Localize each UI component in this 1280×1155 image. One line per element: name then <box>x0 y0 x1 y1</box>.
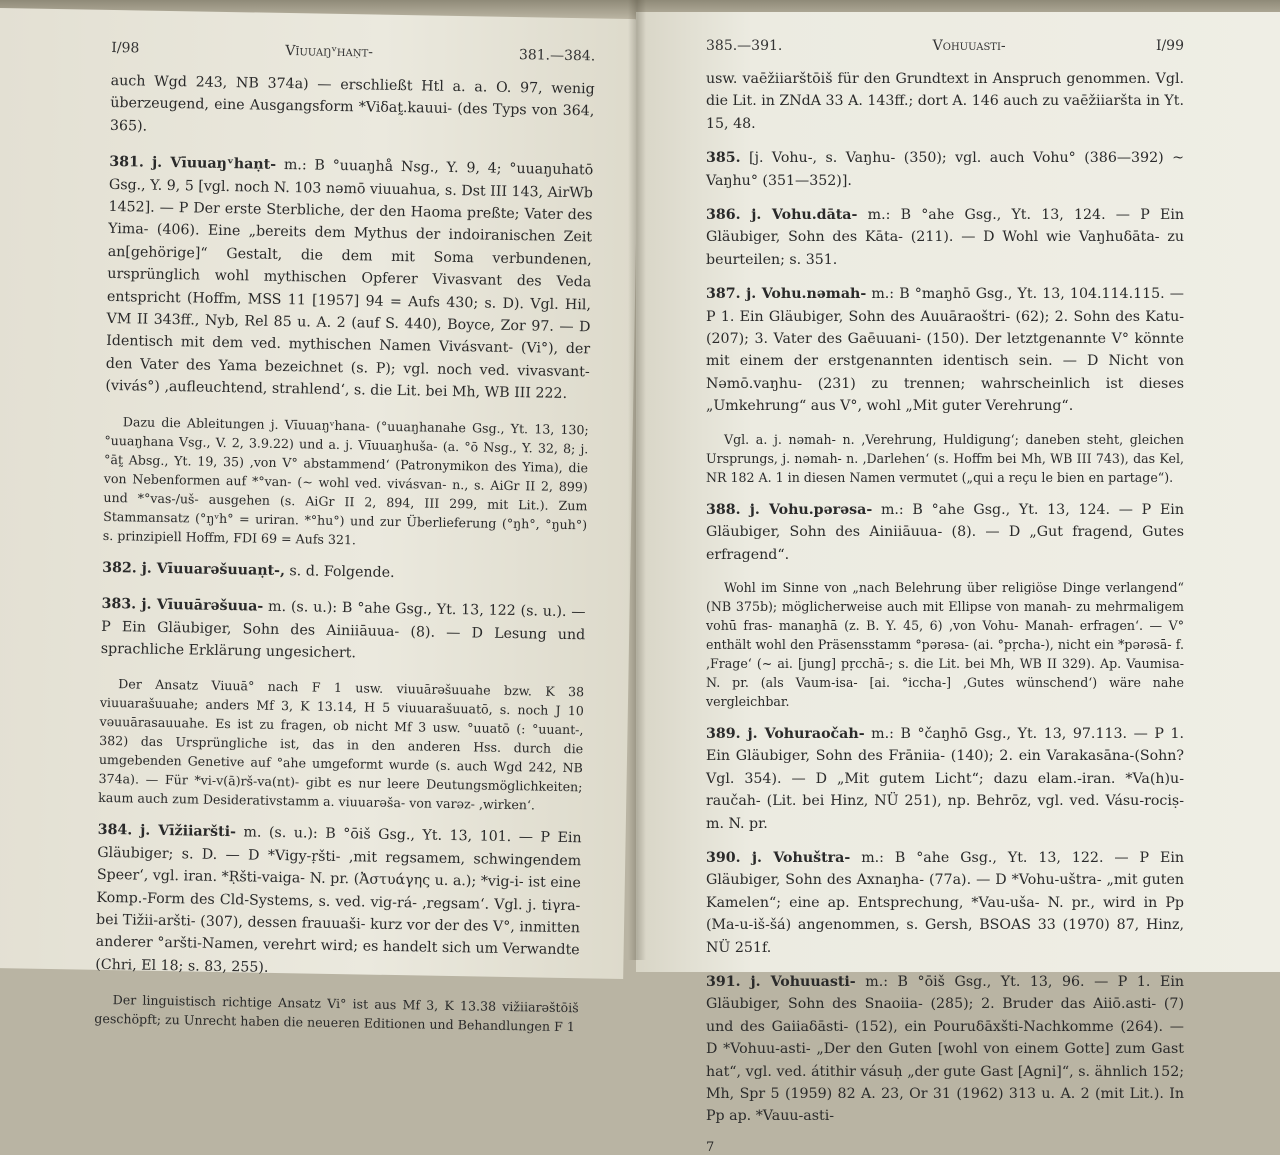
entry-383 <box>101 593 586 669</box>
left-range: 381.—384. <box>518 47 596 65</box>
entry-text: m. (s. u.): B °ōiš Gsg., Yt. 13, 101. — P Ein Gläubiger; s. D. — D *Vigy-ṛšti- ‚mit regsamem, schwingendem Speer‘, vgl. iran. *Ṛšti-vaiga- N. pr. (Ἀστυάγης u. a.); *vig-i- ist eine Komp.-Form des Cld-Systems, s. ved. vig-rá- ‚regsam‘. Vgl. j. tiγra- bei Tižii-aršti- (307), dessen frauuaši- kurz vor der des V°, inmitten anderer °aršti-Namen, verehrt wird; es handelt sich um Verwandte (Chri, El 18; s. 83, 255). <box>95 824 582 976</box>
folio-number: 7 <box>706 1139 715 1155</box>
entry-head: 384. j. Vīžiiaršti- <box>97 822 237 841</box>
entry-text: m.: B °čaŋhō Gsg., Yt. 13, 97.113. — P 1. Ein Gläubiger, Sohn des Frāniia- (140); 2. ein Varakasāna-(Sohn? Vgl. 354). — D „Mit gutem Licht“; dazu elam.-iran. *Va(h)u-raučah- (Lit. bei Hinz, NÜ 251), np. Behrōz, vgl. ved. Vásu-rociṣ- m. N. pr. <box>706 725 1184 832</box>
right-running-title: Vohuuasti- <box>932 38 1006 54</box>
left-running-title: Vīuuaŋᵛhaṇt- <box>285 42 374 61</box>
entry-text: m.: B °ahe Gsg., Yt. 13, 124. — P Ein Gläubiger, Sohn des Ainiiāuua- (8). — D „Gut fragend, Gutes erfragend“. <box>706 501 1184 563</box>
entry-390 <box>706 847 1184 959</box>
entry-head: 387. j. Vohu.nəmah- <box>706 286 867 303</box>
entry-384 <box>95 819 582 984</box>
entry-note: Der Ansatz Viuuā° nach F 1 usw. viuuārəšuuahe bzw. K 38 viuuarašuuahe; anders Mf 3, K 13.14, H 5 viuuarašuuatō, s. noch J 10 vəuuārasauuahe. Es ist zu fragen, ob nicht Mf 3 usw. °uuatō (: °uuant-, 382) das Ursprüngliche ist, das in den anderen Hss. durch die umgebenden Genetive auf °ahe umgeformt wurde (s. auch Wgd 242, NB 374a). — Für *vi-v(ā)rš-va(nt)- gibt es nur leere Deutungsmöglichkeiten; kaum auch zum Desiderativstamm a. viuuarəša- von varəz- ‚wirken‘. <box>98 676 585 813</box>
right-page-id: I/99 <box>1155 38 1184 54</box>
entry-head: 385. <box>706 150 741 167</box>
entry-385 <box>706 147 1184 192</box>
left-continuation: auch Wgd 243, NB 374a) — erschließt Htl a. a. O. 97, wenig überzeugend, eine Ausgangsform *Viδat̰.kauui- (des Typs von 364, 365). <box>109 72 595 135</box>
entry-text: s. d. Folgende. <box>289 562 395 581</box>
entry-head: 390. j. Vohuštra- <box>706 849 851 866</box>
entry-381 <box>105 151 593 406</box>
entry-382 <box>102 557 586 588</box>
left-page <box>0 8 640 1035</box>
entry-note: Der linguistisch richtige Ansatz Vi° ist aus Mf 3, K 13.38 vižiiarəštōiš geschöpft; zu Unrecht haben die neueren Editionen und Behandlungen F 1 <box>94 992 579 1035</box>
entry-text: m.: B °uuaŋhå Nsg., Y. 9, 4; °uuaŋuhatō Gsg., Y. 9, 5 [vgl. noch N. 103 nəmō viuuahua, s. Dst III 143, AirWb 1452]. — P Der erste Sterbliche, der den Haoma preßte; Vater des Yima- (406). Eine „bereits dem Mythus der indoiranischen Zeit an[gehörige]“ Gestalt, die dem mit Soma verbundenen, ursprünglich wohl mythischen Opferer Vivasvant des Veda entspricht (Hoffm, MSS 11 [1957] 94 = Aufs 430; s. D). Vgl. Hil, VM II 343ff., Nyb, Rel 85 u. A. 2 (auf S. 440), Boyce, Zor 97. — D Identisch mit dem ved. mythischen Namen Vivásvant- (Vi°), der den Vater des Yama bezeichnet (s. P); vgl. noch ved. vivasvant- (vivás°) ‚aufleuchtend, strahlend‘, s. die Lit. bei Mh, WB III 222. <box>105 157 594 403</box>
right-range: 385.—391. <box>706 38 783 54</box>
entry-head: 383. j. Vīuuārəšuua- <box>101 595 264 615</box>
entry-head: 388. j. Vohu.pərəsa- <box>706 501 873 518</box>
entry-text: [j. Vohu-, s. Vaŋhu- (350); vgl. auch Vohu° (386—392) ~ Vaŋhu° (351—352)]. <box>706 150 1184 189</box>
entry-text: m.: B °ahe Gsg., Yt. 13, 124. — P Ein Gläubiger, Sohn des Kāta- (211). — D Wohl wie Vaŋhuδāta- zu beurteilen; s. 351. <box>706 207 1184 268</box>
entry-text: m. (s. u.): B °ahe Gsg., Yt. 13, 122 (s. u.). — P Ein Gläubiger, Sohn des Ainiiāuua- (8). — D Lesung und sprachliche Erklärung ungesichert. <box>100 598 586 662</box>
right-running-head <box>706 38 1184 54</box>
right-page <box>636 12 1280 1155</box>
left-running-head <box>111 40 595 64</box>
book-gutter <box>628 0 646 960</box>
entry-head: 382. j. Vīuuarəšuuaṇt-, <box>102 559 286 579</box>
left-page-id: I/98 <box>111 39 140 57</box>
entry-391 <box>706 971 1184 1128</box>
entry-text: m.: B °ōiš Gsg., Yt. 13, 96. — P 1. Ein Gläubiger, Sohn des Snaoiia- (285); 2. Bruder das Aiiō.asti- (7) und des Gaiiaδāsti- (152), ein Pouruδāxšti-Nachkomme (264). — D *Vohuu-asti- „Der den Guten [wohl von einem Gotte] zum Gast hat“, vgl. ved. átithir vásuḥ „der gute Gast [Agni]“, s. ähnlich 152; Mh, Spr 5 (1959) 82 A. 23, Or 31 (1962) 313 u. A. 2 (mit Lit.). In Pp ap. *Vauu-asti- <box>706 973 1184 1125</box>
entry-text: m.: B °maŋhō Gsg., Yt. 13, 104.114.115. — P 1. Ein Gläubiger, Sohn des Auuāraoštri- (62); 2. Sohn des Katu- (207); 3. Vater des Gaēuuani- (150). Der letztgenannte V° könnte mit einem der erstgenannten identisch sein. — D Nicht von Nəmō.vaŋhu- (231) zu trennen; wahrscheinlich ist dieses „Umkehrung“ aus V°, wohl „Mit guter Verehrung“. <box>706 286 1184 415</box>
entry-text: m.: B °ahe Gsg., Yt. 13, 122. — P Ein Gläubiger, Sohn des Axnaŋha- (77a). — D *Vohu-uštra- „mit guten Kamelen“; eine ap. Entsprechung, *Vau-uša- N. pr., wird in Pp (Ma-u-iš-šá) angenommen, s. Gersh, BSOAS 33 (1970) 87, Hinz, NÜ 251f. <box>706 849 1185 956</box>
entry-note: Wohl im Sinne von „nach Belehrung über religiöse Dinge verlangend“ (NB 375b); möglicherweise auch mit Ellipse von manah- zu mehrmaligem vohū fras- manaŋhā (z. B. Y. 45, 6) ‚von Vohu- Manah- erfragen‘. — V° enthält wohl den Präsensstamm °pərəsa- (ai. °pṛcha-), nicht ein *pərəsā- f. ‚Frage‘ (~ ai. [jung] pṛcchā-; s. die Lit. bei Mh, WB II 329). Ap. Vaumisa- N. pr. (als Vaum-isa- [ai. °iccha-] ‚Gutes wünschend‘) wäre nahe vergleichbar. <box>706 579 1184 709</box>
entry-head: 389. j. Vohuraočah- <box>706 725 865 742</box>
entry-head: 381. j. Vīuuaŋᵛhaṇt- <box>109 154 277 174</box>
entry-head: 386. j. Vohu.dāta- <box>706 207 858 224</box>
entry-389 <box>706 723 1184 835</box>
right-continuation: usw. vaēžiiarštōiš für den Grundtext in Anspruch genommen. Vgl. die Lit. in ZNdA 33 A. 143ff.; dort A. 146 auch zu vaēžiiaršta in Yt. 15, 48. <box>706 71 1184 132</box>
entry-387 <box>706 283 1184 417</box>
entry-note: Vgl. a. j. nəmah- n. ‚Verehrung, Huldigung‘; daneben steht, gleichen Ursprungs, j. nəmah- n. ‚Darlehen‘ (s. Hoffm bei Mh, WB III 743), das Kel, NR 182 A. 1 in diesen Namen vermutet („qui a reçu le bien en partage“). <box>706 431 1184 485</box>
entry-note: Dazu die Ableitungen j. Vīuuaŋᵛhana- (°uuaŋhanahe Gsg., Yt. 13, 130; °uuaŋhana Vsg., V. 2, 3.9.22) und a. j. Vīuuaŋhuša- (a. °ō Nsg., Y. 32, 8; j. °āt̰ Absg., Yt. 19, 35) ‚von V° abstammend‘ (Patronymikon des Yima), die von Nebenformen auf *°van- (~ wohl ved. vivásvan- n., s. AiGr II 2, 899) und *°vas-/uš- ausgehen (s. AiGr II 2, 894, III 299, mit Lit.). Zum Stammansatz (°ŋᵛh° = uriran. *°hu°) und zur Überlieferung (°ŋh°, °ŋuh°) s. prinzipiell Hoffm, FDI 69 = Aufs 321. <box>102 413 589 547</box>
entry-386 <box>706 204 1184 271</box>
entry-head: 391. j. Vohuuasti- <box>706 973 856 990</box>
entry-388 <box>706 499 1184 566</box>
